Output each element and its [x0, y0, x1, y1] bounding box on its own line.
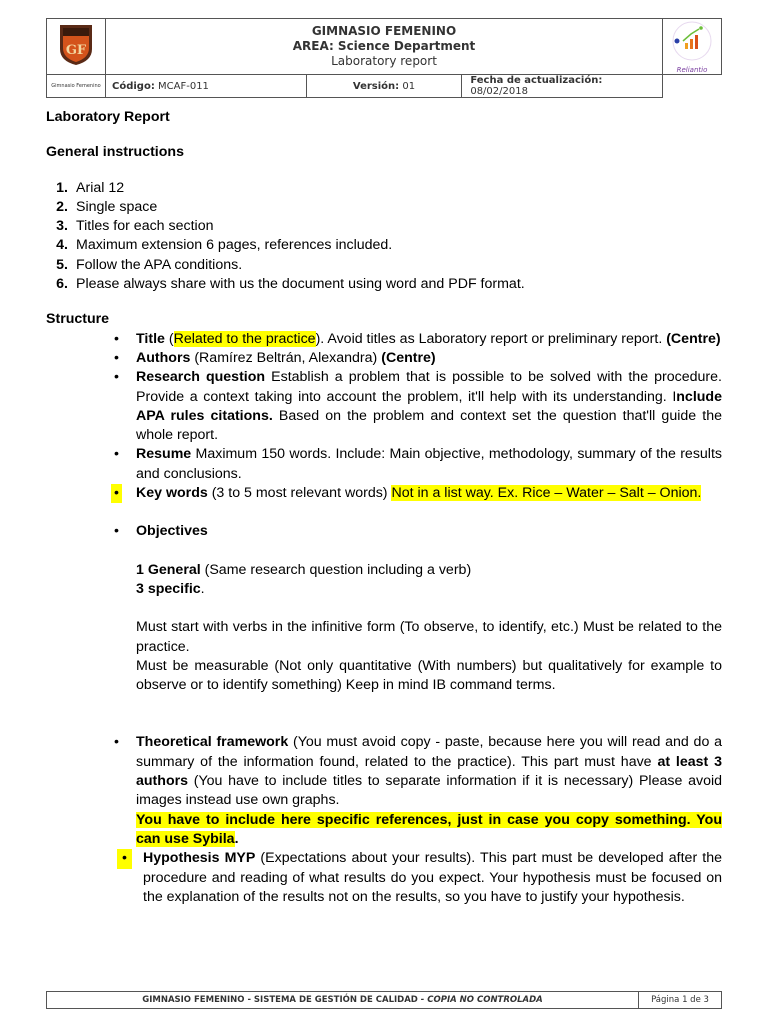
document-title: Laboratory Report [46, 109, 170, 125]
bullet: • [117, 849, 132, 868]
item-term: 3 specific [136, 580, 201, 597]
instruction-item [46, 256, 722, 275]
doc-type-title: Laboratory report [331, 54, 437, 68]
document-body [46, 108, 722, 907]
logo-caption: Gimnasio Femenino [47, 75, 106, 98]
item-term: Key words [136, 485, 208, 502]
instruction-item [46, 217, 722, 236]
item-text: (You have to include titles to separate information if it is necessary) Please avoid images instead use own graphs. [136, 773, 722, 809]
item-text: . [200, 580, 205, 597]
item-term: 1 General [136, 561, 201, 578]
version-cell [306, 75, 462, 97]
objectives-paragraph: Must be measurable (Not only quantitative (With numbers) but qualitatively for example to observe or to identify something) Keep in mind IB command terms. [136, 657, 722, 694]
growth-chart-icon [669, 19, 715, 69]
list-item-authors [46, 349, 722, 368]
brand-caption: Reliantio [676, 66, 708, 74]
code-value: MCAF-011 [158, 80, 209, 92]
item-text: ). Avoid titles as Laboratory report or preliminary report. [315, 330, 667, 347]
instructions-list [46, 179, 722, 295]
objectives-list [46, 522, 722, 541]
item-text: (Ramírez Beltrán, Alexandra) [190, 349, 382, 366]
instruction-number: 5. [56, 256, 68, 273]
header-meta-row [47, 75, 722, 98]
svg-text:GF: GF [65, 43, 87, 58]
framework-list [46, 733, 722, 907]
list-item-hypothesis [46, 849, 722, 907]
item-term: Objectives [136, 523, 208, 540]
meta-container [106, 75, 663, 98]
instruction-text: Follow the APA conditions. [76, 256, 243, 273]
version-label: Versión: [352, 80, 400, 92]
list-item-framework [46, 733, 722, 849]
brand-logo [663, 19, 722, 75]
instruction-number: 3. [56, 218, 68, 235]
item-term: Hypothesis MYP [143, 850, 256, 867]
bullet: • [111, 484, 122, 503]
shield-icon [56, 23, 96, 67]
bullet: • [114, 369, 119, 386]
item-text: Establish a problem that is possible to be solved with the procedure. Provide a context taking into account the problem, it'll help with its understanding. I [136, 369, 722, 405]
bullet: • [114, 734, 119, 751]
code-cell [106, 75, 306, 97]
date-cell [462, 75, 662, 97]
page-number: Página 1 de 3 [639, 992, 722, 1009]
area-name: AREA: Science Department [292, 39, 476, 53]
item-term: Title [136, 330, 165, 347]
objectives-specific [46, 580, 722, 599]
highlight-text: You have to include here specific references, just in case you copy something. You can use Sybila [136, 811, 722, 847]
instruction-item [46, 236, 722, 255]
item-term: (Centre) [666, 330, 721, 347]
instruction-item [46, 179, 722, 198]
header-title-block [106, 19, 663, 75]
list-item-title [46, 330, 722, 349]
item-text: (3 to 5 most relevant words) [207, 485, 392, 502]
footer-system [47, 992, 639, 1009]
document-footer [46, 991, 722, 1009]
instruction-text: Single space [76, 198, 158, 215]
bullet: • [114, 330, 119, 347]
code-label: Código: [112, 80, 155, 92]
instruction-number: 1. [56, 179, 68, 196]
highlight-text: Not in a list way. Ex. Rice – Water – Salt – Onion. [391, 485, 702, 502]
structure-list [46, 330, 722, 504]
item-term: Resume [136, 446, 192, 463]
item-text: (You must avoid copy - paste, because here you will read and do a summary of the information found, related to the practice). This part must have [136, 734, 722, 770]
version-value: 01 [402, 80, 416, 92]
list-item-research-question [46, 368, 722, 445]
instruction-item [46, 198, 722, 217]
item-text: ( [164, 330, 174, 347]
list-item-resume [46, 445, 722, 484]
objectives-general [46, 561, 722, 580]
instruction-item [46, 275, 722, 294]
item-text: (Expectations about your results). This part must be developed after the procedure and reading of what results do you expect. Your hypothesis must be focused on the explanation of the results not on the results, so you have to justify your hypothesis. [143, 850, 722, 905]
instruction-number: 2. [56, 198, 68, 215]
bullet: • [114, 523, 119, 540]
item-term: Theoretical framework [136, 734, 289, 751]
highlight-text: Related to the practice [173, 330, 316, 347]
instruction-text: Titles for each section [76, 218, 214, 235]
structure-heading: Structure [46, 311, 110, 328]
list-item-keywords [46, 484, 722, 503]
date-value: 08/02/2018 [470, 86, 528, 97]
item-text: Maximum 150 words. Include: Main objective, methodology, summary of the results and conclusions. [136, 446, 722, 482]
item-term: Authors [136, 349, 191, 366]
item-text: Based on the problem and context set the question that'll guide the whole report. [136, 407, 722, 444]
document-header [46, 18, 722, 98]
instruction-text: Maximum extension 6 pages, references included. [76, 237, 393, 254]
item-term: at least 3 authors [136, 753, 722, 790]
instruction-text: Arial 12 [76, 179, 125, 196]
item-term: nclude APA rules citations. [136, 388, 722, 424]
instructions-heading: General instructions [46, 144, 184, 161]
school-logo [47, 19, 106, 75]
list-item-objectives [46, 522, 722, 541]
footer-copy-text: - COPIA NO CONTROLADA [417, 995, 543, 1005]
item-text: . [234, 830, 239, 847]
bullet: • [114, 349, 119, 366]
instruction-text: Please always share with us the document using word and PDF format. [76, 276, 525, 293]
instruction-number: 4. [56, 237, 68, 254]
item-text: (Same research question including a verb) [200, 561, 472, 578]
footer-system-text: GIMNASIO FEMENINO - SISTEMA DE GESTIÓN DE CALIDAD [142, 995, 418, 1005]
instruction-number: 6. [56, 276, 68, 293]
objectives-paragraph: Must start with verbs in the infinitive form (To observe, to identify, etc.) Must be related to the practice. [136, 619, 722, 655]
meta-table [106, 75, 662, 97]
org-name: GIMNASIO FEMENINO [311, 24, 457, 38]
bullet: • [114, 446, 119, 463]
date-label: Fecha de actualización: [470, 75, 603, 86]
item-term: Research question [136, 369, 266, 386]
item-term: (Centre) [381, 349, 436, 366]
